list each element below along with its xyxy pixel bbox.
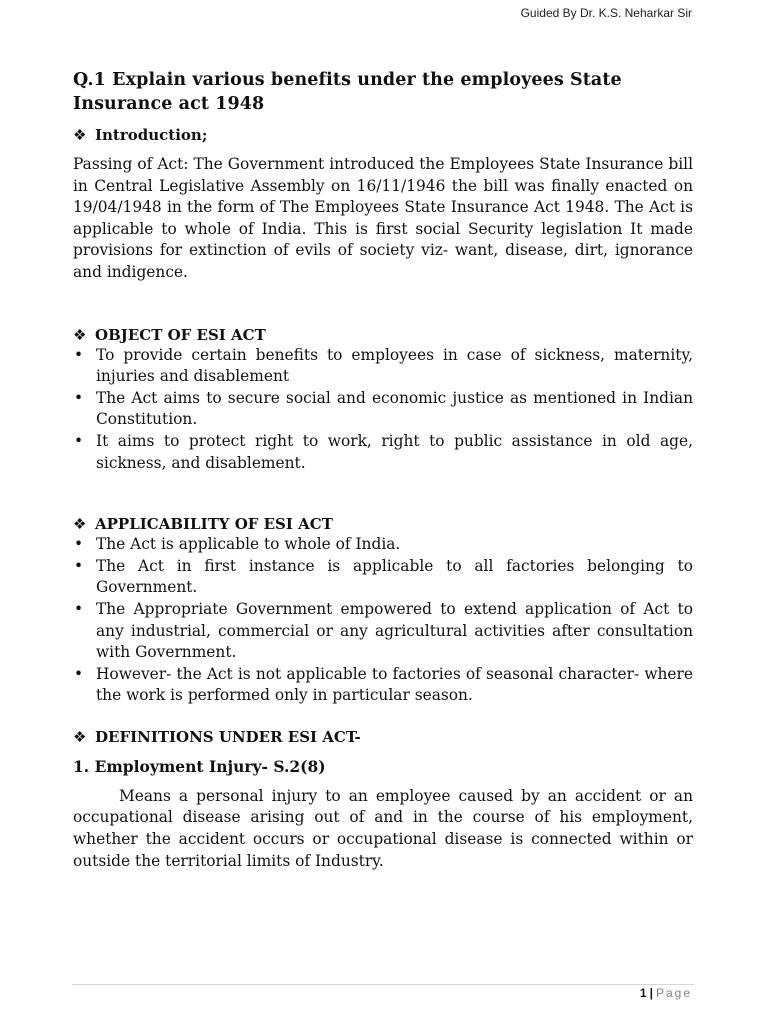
list-item: • The Act aims to secure social and economic justice as mentioned in Indian Constitution. <box>74 388 693 429</box>
question-title: Q.1 Explain various benefits under the employees State Insurance act 1948 <box>73 70 622 114</box>
diamond-bullet-icon: ❖ <box>73 325 87 344</box>
list-item: • The Act in first instance is applicable to all factories belonging to Government. <box>74 556 693 597</box>
bullet-dot-icon: • <box>74 599 84 618</box>
page-number <box>640 986 692 1000</box>
header-guide-note: Guided By Dr. K.S. Neharkar Sir <box>520 6 692 20</box>
bullet-dot-icon: • <box>74 388 84 407</box>
applicability-list <box>73 534 693 707</box>
list-item: • The Act is applicable to whole of India. <box>73 534 693 556</box>
list-item: • The Appropriate Government empowered to extend application of Act to any industrial, commercial or any agricultural activities after consultation with Government. <box>74 599 693 662</box>
page-word: Page <box>655 986 692 1000</box>
definition-subheading: 1. Employment Injury- S.2(8) <box>73 756 326 776</box>
bullet-dot-icon: • <box>74 345 84 364</box>
object-heading <box>73 325 693 345</box>
list-item: • To provide certain benefits to employees in case of sickness, maternity, injuries and disablement <box>74 345 693 386</box>
bullet-dot-icon: • <box>74 556 84 575</box>
document-body <box>73 68 693 872</box>
diamond-bullet-icon: ❖ <box>73 727 87 746</box>
applicability-heading <box>73 514 693 534</box>
intro-heading <box>73 125 693 145</box>
page-number-separator: | <box>649 986 653 1000</box>
object-heading-text: OBJECT OF ESI ACT <box>95 325 266 344</box>
bullet-dot-icon: • <box>74 431 84 450</box>
definitions-heading <box>73 727 693 747</box>
list-item: • It aims to protect right to work, right to public assistance in old age, sickness, and disablement. <box>74 431 693 472</box>
footer-divider <box>72 984 694 985</box>
object-list <box>73 345 693 475</box>
page-number-value: 1 <box>639 986 647 1000</box>
intro-heading-text: Introduction; <box>95 126 208 144</box>
diamond-bullet-icon: ❖ <box>73 126 87 144</box>
list-item: • However- the Act is not applicable to factories of seasonal character- where the work is performed only in particular season. <box>74 664 693 705</box>
intro-paragraph: Passing of Act: The Government introduced the Employees State Insurance bill in Central Legislative Assembly on 16/11/1946 the bill was finally enacted on 19/04/1948 in the form of The Employees State Insurance Act 1948. The Act is applicable to whole of India. This is first social Security legislation It made provisions for extinction of evils of society viz- want, disease, dirt, ignorance and indigence. <box>73 155 693 281</box>
definition-paragraph: Means a personal injury to an employee caused by an accident or an occupational disease arising out of and in the course of his employment, whether the accident occurs or occupational disease is connected within or outside the territorial limits of Industry. <box>73 786 693 870</box>
applicability-heading-text: APPLICABILITY OF ESI ACT <box>95 515 333 534</box>
bullet-dot-icon: • <box>74 664 84 683</box>
definitions-heading-text: DEFINITIONS UNDER ESI ACT- <box>95 727 361 746</box>
bullet-dot-icon: • <box>74 535 84 554</box>
diamond-bullet-icon: ❖ <box>73 515 87 534</box>
